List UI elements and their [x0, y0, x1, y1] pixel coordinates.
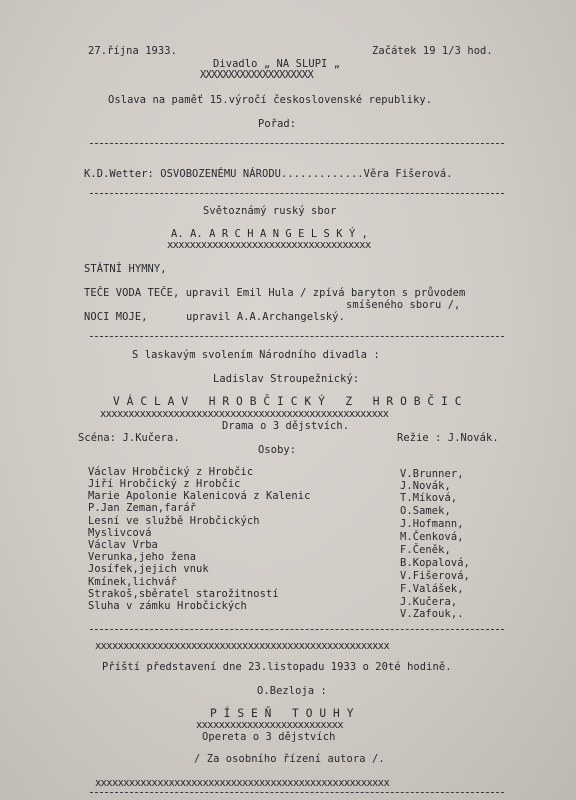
cast-role: Václav Hrobčický z Hrobčic	[88, 466, 254, 478]
song-1-continuation: smíšeného sboru /,	[346, 299, 461, 311]
dashed-divider	[90, 336, 504, 337]
cast-role: Josífek,jejich vnuk	[88, 563, 209, 575]
cast-role: Lesní ve službě Hrobčických	[88, 515, 260, 527]
cast-role: Verunka,jeho žena	[88, 551, 197, 563]
crossout-line: XXXXXXXXXXXXXXXXXXXX	[200, 69, 314, 81]
cast-role: Kmínek,lichvář	[88, 576, 177, 588]
cast-role: P.Jan Zeman,farář	[88, 502, 197, 514]
dashed-divider	[90, 792, 504, 793]
recitation-line: K.D.Wetter: OSVOBOZENÉMU NÁRODU.............Věra Fišerová.	[84, 168, 453, 180]
dashed-divider	[90, 193, 504, 194]
cast-actor: T.Míková,	[400, 492, 458, 504]
next-performance: Příští představení dne 23.listopadu 1933 o 20té hodině.	[102, 661, 452, 673]
cast-actor: M.Čenková,	[400, 531, 464, 543]
crossout-line: xxxxxxxxxxxxxxxxxxxxxxxxxxxxxxxxxxxxxxxxxxxxxxxxxxx	[100, 408, 389, 420]
cast-role: Václav Vrba	[88, 539, 158, 551]
occasion-line: Oslava na paměť 15.výročí československé republiky.	[108, 94, 433, 106]
operetta-author: O.Bezloja :	[257, 685, 327, 697]
cast-actor: V.Brunner,	[400, 468, 464, 480]
crossout-line: xxxxxxxxxxxxxxxxxxxxxxxxxx	[196, 719, 344, 731]
cast-actor: F.Valášek,	[400, 583, 464, 595]
cast-heading: Osoby:	[258, 444, 297, 456]
cast-actor: J.Hofmann,	[400, 518, 464, 530]
song-2-arrangement: upravil A.A.Archangelský.	[186, 311, 345, 323]
crossout-line: xxxxxxxxxxxxxxxxxxxxxxxxxxxxxxxxxxxxxxxxxxxxxxxxxxxx	[95, 640, 390, 652]
choir-intro: Světoznámý ruský sbor	[203, 205, 337, 217]
choir-name: A. A. A R C H A N G E L S K Ý ,	[171, 228, 369, 240]
song-2-title: NOCI MOJE,	[84, 311, 148, 323]
play-genre: Drama o 3 dějstvích.	[222, 420, 350, 432]
cast-role: Myslivcová	[88, 527, 152, 539]
play-title: V Á C L A V H R O B Č I C K Ý Z H R O B Č I C	[113, 395, 462, 408]
permission-line: S laskavým svolením Národního divadla :	[132, 349, 380, 361]
dashed-divider	[90, 629, 504, 630]
performance-date: 27.října 1933.	[88, 45, 177, 57]
operetta-genre: Opereta o 3 dějstvích	[202, 731, 336, 743]
cast-actor: J.Novák,	[400, 480, 451, 492]
program-heading: Pořad:	[258, 118, 297, 130]
author-conducting-note: / Za osobního řízení autora /.	[194, 753, 385, 765]
dashed-divider	[90, 143, 504, 144]
cast-role: Strakoš,sběratel starožitností	[88, 588, 279, 600]
operetta-title: P Í S E Ň T O U H Y	[210, 707, 354, 720]
cast-role: Jiří Hrobčický z Hrobčic	[88, 478, 241, 490]
cast-actor: V.Fišerová,	[400, 570, 470, 582]
cast-actor: V.Zafouk,.	[400, 608, 464, 620]
crossout-line: xxxxxxxxxxxxxxxxxxxxxxxxxxxxxxxxxxxxxxxxxxxxxxxxxxxx	[95, 777, 390, 789]
cast-actor: F.Čeněk,	[400, 544, 451, 556]
play-author: Ladislav Stroupežnický:	[213, 373, 360, 385]
crossout-line: xxxxxxxxxxxxxxxxxxxxxxxxxxxxxxxxxxxx	[167, 239, 371, 251]
cast-role: Sluha v zámku Hrobčických	[88, 600, 247, 612]
cast-role: Marie Apolonie Kalenicová z Kalenic	[88, 490, 311, 502]
song-1: TEČE VODA TEČE, upravil Emil Hula / zpívá baryton s průvodem	[84, 287, 466, 299]
cast-actor: B.Kopalová,	[400, 557, 470, 569]
theatre-name: Divadlo „ NA SLUPI „	[213, 58, 341, 70]
start-time: Začátek 19 1/3 hod.	[372, 45, 493, 57]
cast-actor: J.Kučera,	[400, 596, 458, 608]
cast-actor: O.Samek,	[400, 505, 451, 517]
national-anthems: STÁTNÍ HYMNY,	[84, 263, 167, 275]
scene-credit: Scéna: J.Kučera.	[78, 432, 180, 444]
director-credit: Režie : J.Novák.	[397, 432, 499, 444]
